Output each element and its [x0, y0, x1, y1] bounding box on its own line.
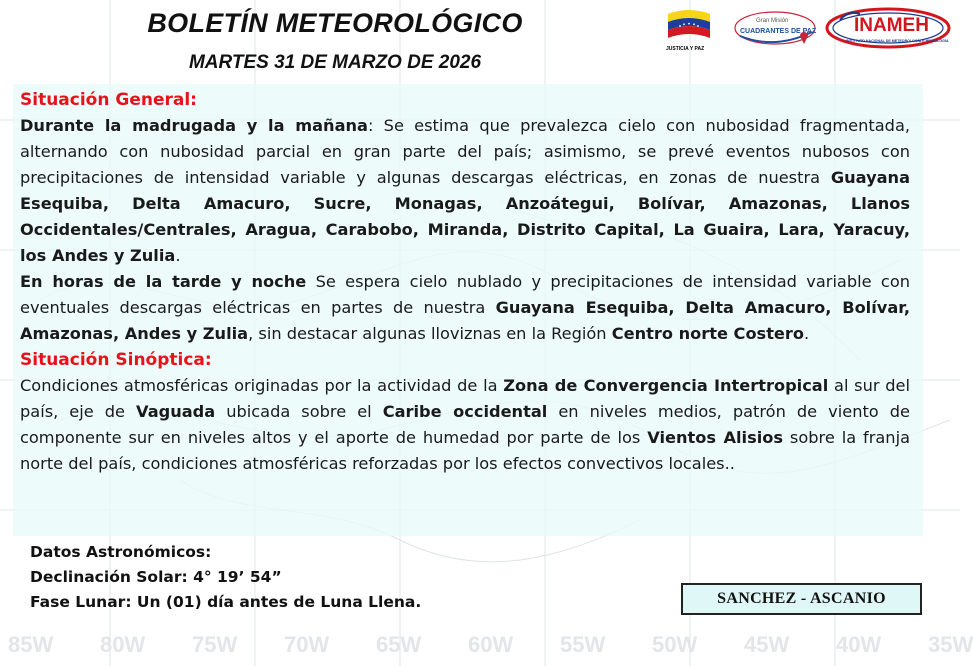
situacion-sinoptica-heading: Situación Sinóptica:: [20, 350, 212, 370]
sin-t3: ubicada sobre el: [215, 402, 383, 421]
sin-t4: en niveles medios, patrón de viento de componente sur en niveles altos y el aporte de humedad por parte de los: [20, 402, 910, 447]
longitude-label: 35W: [928, 632, 973, 657]
mision-caption-1: Gran Misión: [756, 18, 789, 24]
inameh-logo: [824, 6, 952, 56]
sin-t5: sobre la franja norte del país, condiciones atmosféricas reforzadas por los efectos convectivos locales..: [20, 428, 910, 473]
justicia-caption: JUSTICIA Y PAZ: [666, 46, 705, 52]
p2-region2: Centro norte Costero: [611, 324, 805, 343]
p1-end: .: [175, 246, 181, 265]
sin-b1: Zona de Convergencia Intertropical: [503, 376, 829, 395]
longitude-label: 60W: [468, 632, 514, 657]
p2-lead: En horas de la tarde y noche: [20, 272, 307, 291]
longitude-label: 85W: [8, 632, 54, 657]
situacion-general-paragraph-2: [20, 269, 910, 347]
sin-t2: al sur del país, eje de: [20, 376, 910, 421]
p1-lead: Durante la madrugada y la mañana: [20, 116, 368, 135]
justicia-paz-logo: [664, 6, 714, 56]
p2-regions: Guayana Esequiba, Delta Amacuro, Bolívar, Amazonas, Andes y Zulia: [20, 298, 911, 343]
longitude-label: 80W: [100, 632, 146, 657]
p1-text: : Se estima que prevalezca cielo con nubosidad fragmentada, alternando con nubosidad parcial en gran parte del país; asimismo, se prevé eventos nubosos con precipitaciones de intensidad variable y algunas descargas eléctricas, en zonas de nuestra: [20, 116, 911, 187]
bulletin-title: BOLETÍN METEOROLÓGICO: [147, 8, 523, 38]
p2-text: Se espera cielo nublado y precipitaciones de intensidad variable con eventuales descargas eléctricas en partes de nuestra: [20, 272, 910, 317]
author-box: SANCHEZ - ASCANIO: [681, 583, 922, 615]
p1-regions: Guayana Esequiba, Delta Amacuro, Sucre, Monagas, Anzoátegui, Bolívar, Amazonas, Llanos Occidentales/Centrales, Aragua, Carabobo, Miranda, Distrito Capital, La Guaira, Lara, Yaracuy, los Andes y Zulia: [20, 168, 910, 265]
situacion-sinoptica-paragraph: [20, 373, 910, 477]
longitude-label: 70W: [284, 632, 330, 657]
p2-text2: , sin destacar algunas lloviznas en la Región: [248, 324, 612, 343]
longitude-label: 40W: [836, 632, 882, 657]
sin-b4: Vientos Alisios: [647, 428, 784, 447]
astronomical-data: [30, 540, 421, 615]
situacion-general-paragraph-1: [20, 113, 910, 269]
situacion-general-heading: Situación General:: [20, 90, 197, 110]
cuadrantes-paz-logo: [730, 6, 820, 56]
longitude-label: 65W: [376, 632, 422, 657]
sin-b3: Caribe occidental: [382, 402, 548, 421]
moon-phase: Fase Lunar: Un (01) día antes de Luna Llena.: [30, 593, 422, 611]
longitude-label: 45W: [744, 632, 790, 657]
solar-declination: Declinación Solar: 4° 19’ 54”: [30, 568, 282, 586]
mision-caption-2: CUADRANTES DE PAZ: [740, 28, 817, 35]
sin-b2: Vaguada: [136, 402, 216, 421]
inameh-wordmark: INAMEH: [854, 15, 929, 36]
sin-t1: Condiciones atmosféricas originadas por la actividad de la: [20, 376, 504, 395]
p2-end: .: [804, 324, 810, 343]
inameh-caption: INSTITUTO NACIONAL DE METEOROLOGÍA E HIDROLOGÍA: [846, 39, 949, 43]
logos-area: [664, 6, 954, 56]
bulletin-date: MARTES 31 DE MARZO DE 2026: [188, 52, 482, 73]
longitude-label: 55W: [560, 632, 606, 657]
longitude-label: 50W: [652, 632, 698, 657]
astro-heading: Datos Astronómicos:: [30, 543, 212, 561]
venezuela-flag-icon: [664, 6, 714, 46]
longitude-label: 75W: [192, 632, 238, 657]
bulletin-content: [20, 87, 910, 477]
